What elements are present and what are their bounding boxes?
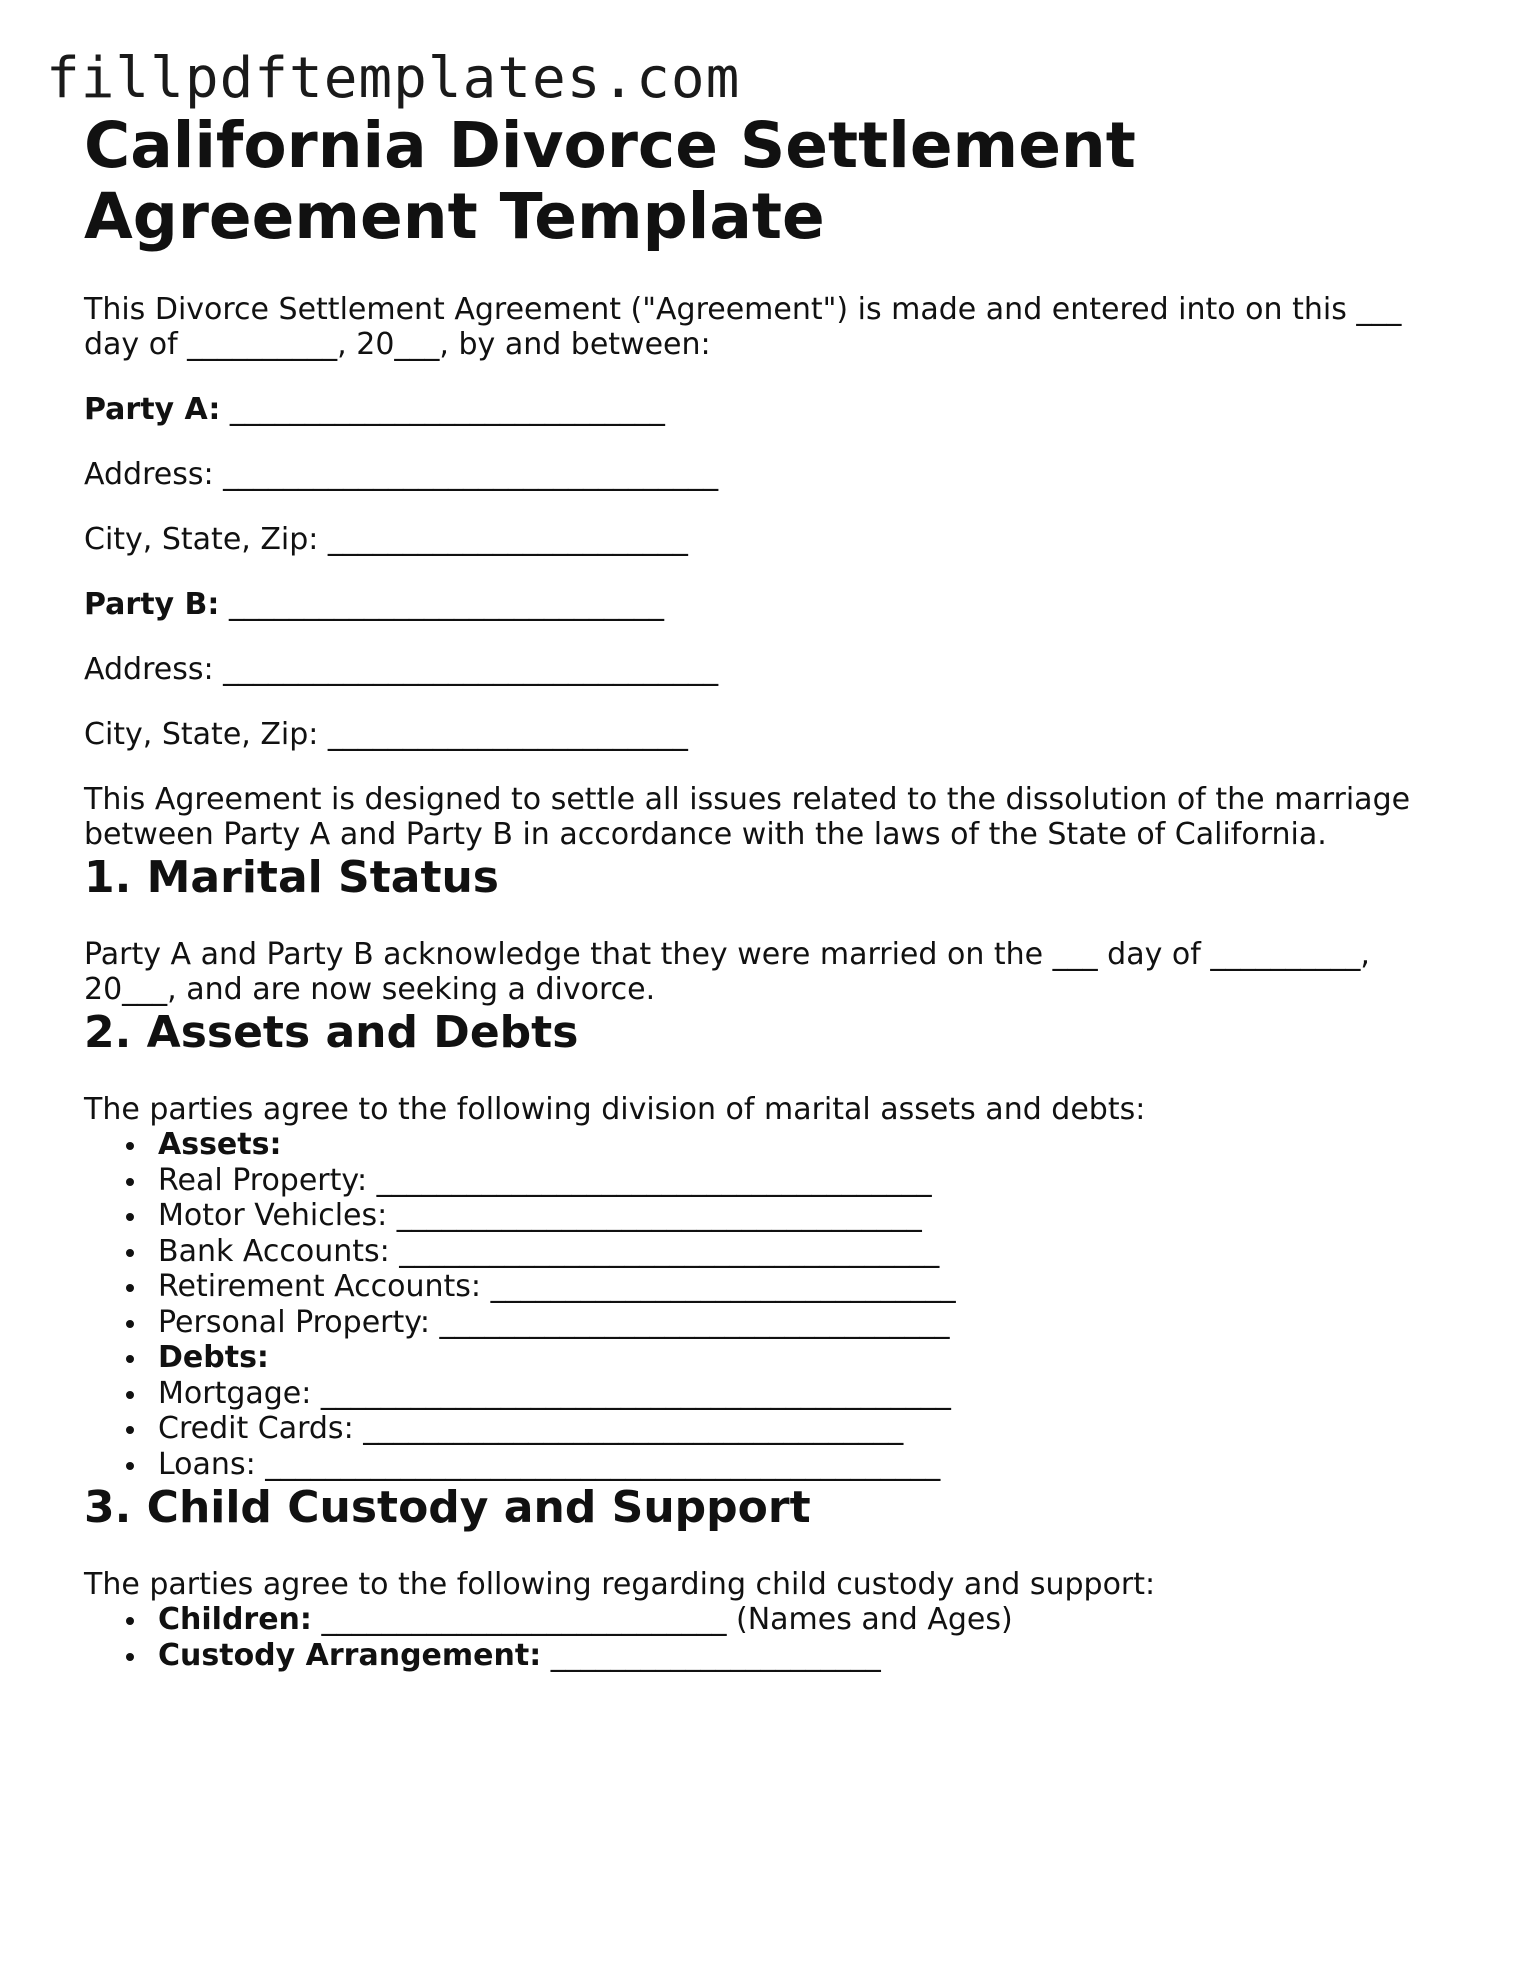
document-title — [84, 110, 1424, 252]
children-label: Children: — [158, 1602, 312, 1637]
purpose-line-2: between Party A and Party B in accordance with the laws of the State of California. — [84, 817, 1327, 852]
intro-paragraph — [84, 292, 1424, 362]
intro-line-1: This Divorce Settlement Agreement ("Agreement") is made and entered into on this ___ — [84, 292, 1402, 327]
custody-item[interactable] — [158, 1638, 1424, 1674]
custody-label: Custody Arrangement: — [158, 1637, 542, 1673]
section-1-heading: 1. Marital Status — [84, 852, 499, 903]
party-b-blank[interactable]: _____________________________ — [219, 587, 664, 622]
list-item[interactable]: Motor Vehicles: ___________________________________ — [158, 1198, 1424, 1234]
children-note: (Names and Ages) — [726, 1602, 1013, 1637]
document-body — [84, 110, 1424, 1673]
party-b-label: Party B: — [84, 587, 220, 622]
list-item[interactable]: Bank Accounts: ____________________________________ — [158, 1234, 1424, 1270]
debts-list — [84, 1340, 1424, 1482]
marital-status-paragraph — [84, 937, 1424, 1007]
children-item[interactable] — [158, 1602, 1424, 1638]
party-a-address[interactable]: Address: _________________________________ — [84, 457, 719, 492]
party-a-city-field[interactable] — [84, 522, 1424, 557]
list-item[interactable]: Mortgage: __________________________________________ — [158, 1376, 1424, 1412]
party-a-city[interactable]: City, State, Zip: ________________________ — [84, 522, 688, 557]
party-b-address-field[interactable] — [84, 652, 1424, 687]
list-item[interactable]: Personal Property: __________________________________ — [158, 1305, 1424, 1341]
title-line-1: California Divorce Settlement — [84, 109, 1136, 182]
intro-line-2: day of __________, 20___, by and between: — [84, 327, 711, 362]
party-b-address[interactable]: Address: _________________________________ — [84, 652, 719, 687]
party-a-label: Party A: — [84, 392, 221, 427]
list-item[interactable]: Credit Cards: ____________________________________ — [158, 1411, 1424, 1447]
party-a-name-field[interactable] — [84, 392, 1424, 427]
purpose-line-1: This Agreement is designed to settle all issues related to the dissolution of the marriage — [84, 782, 1411, 817]
list-item[interactable]: Real Property: _____________________________________ — [158, 1163, 1424, 1199]
assets-label: Assets: — [158, 1127, 1424, 1163]
party-b-city-field[interactable] — [84, 717, 1424, 752]
party-a-address-field[interactable] — [84, 457, 1424, 492]
assets-list — [84, 1127, 1424, 1340]
party-b-city[interactable]: City, State, Zip: ________________________ — [84, 717, 688, 752]
title-line-2: Agreement Template — [84, 180, 825, 253]
list-item[interactable]: Retirement Accounts: _______________________________ — [158, 1269, 1424, 1305]
debts-label: Debts: — [158, 1340, 1424, 1376]
site-watermark: fillpdftemplates.com — [46, 46, 741, 111]
custody-list — [84, 1602, 1424, 1673]
purpose-paragraph — [84, 782, 1424, 852]
assets-debts-intro: The parties agree to the following division of marital assets and debts: — [84, 1092, 1146, 1127]
party-a-blank[interactable]: _____________________________ — [220, 392, 665, 427]
custody-intro: The parties agree to the following regarding child custody and support: — [84, 1567, 1156, 1602]
party-b-name-field[interactable] — [84, 587, 1424, 622]
section-3-heading: 3. Child Custody and Support — [84, 1482, 811, 1533]
marital-status-line-1: Party A and Party B acknowledge that they were married on the ___ day of __________, — [84, 937, 1370, 972]
custody-blank[interactable]: ______________________ — [541, 1637, 881, 1673]
list-item[interactable]: Loans: _____________________________________________ — [158, 1447, 1424, 1483]
children-blank[interactable]: ___________________________ — [311, 1602, 727, 1637]
marital-status-line-2: 20___, and are now seeking a divorce. — [84, 972, 656, 1007]
section-2-heading: 2. Assets and Debts — [84, 1007, 579, 1058]
